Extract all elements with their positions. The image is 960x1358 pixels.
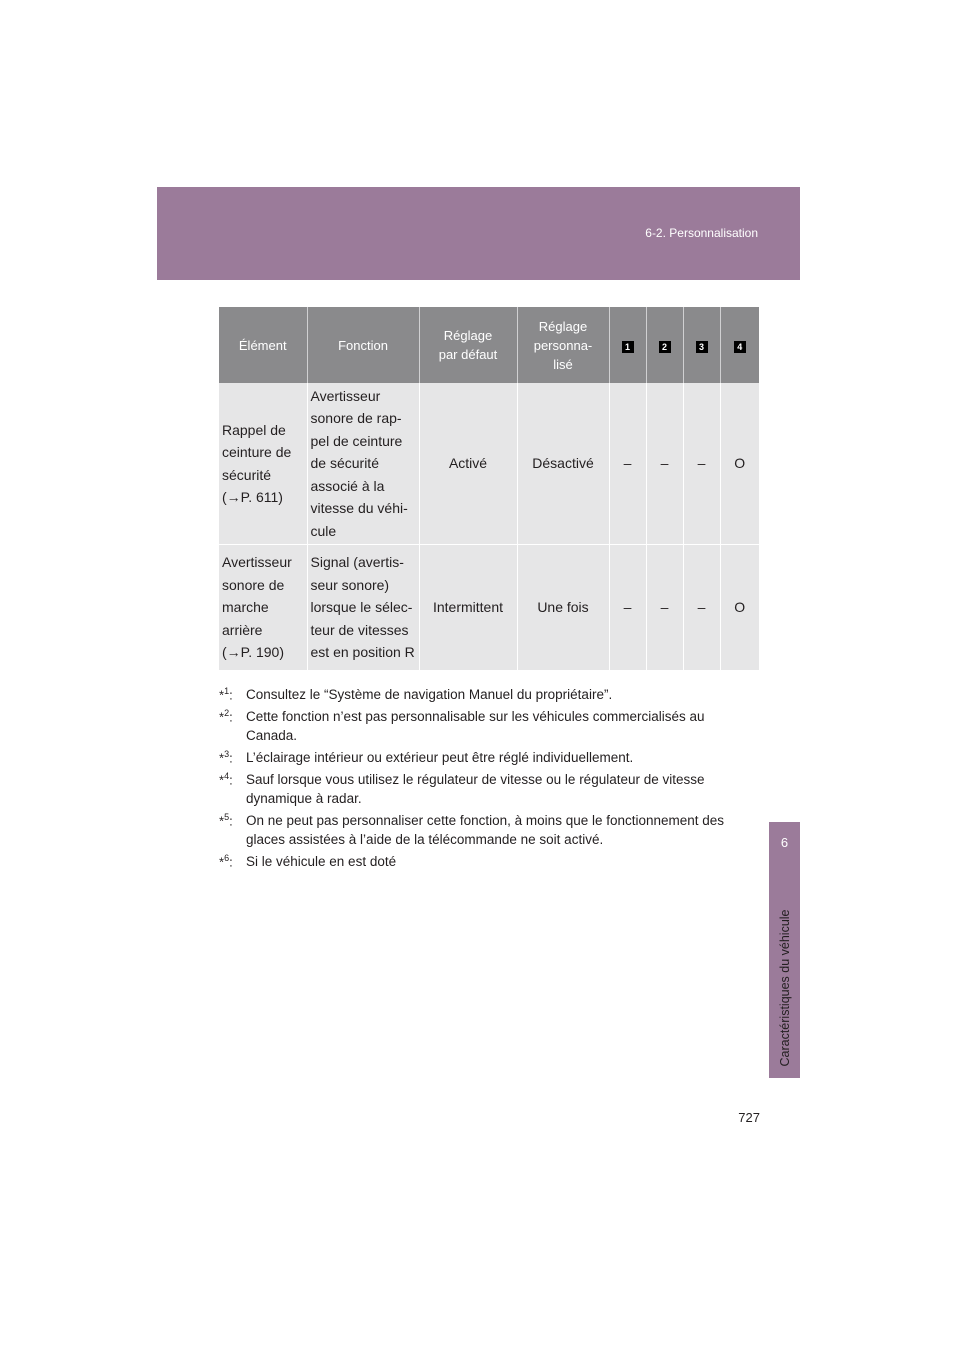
footnote-marker: *$^6$: <box>219 853 233 870</box>
footnote-text: Cette fonction n’est pas personnalisable sur les véhicules commercialisés au Canada. <box>246 709 705 743</box>
footnote-text: Sauf lorsque vous utilisez le régulateur de vitesse ou le régulateur de vitesse dynamique à radar. <box>246 772 705 806</box>
table-row <box>219 383 759 545</box>
header-perso-line: Réglage <box>538 318 588 334</box>
footnote-text: On ne peut pas personnaliser cette fonction, à moins que le fonctionnement des glaces assistées à l’aide de la télécommande ne soit activé. <box>246 813 725 847</box>
footnote <box>219 685 759 704</box>
col-number-badge: 4 <box>734 341 746 353</box>
cell-line: (→P. 190) <box>222 644 284 661</box>
footnote-number: 3 <box>224 749 230 759</box>
chapter-label-text: Caractéristiques du véhicule <box>777 909 792 1067</box>
cell-col-2: – <box>646 545 683 671</box>
cell-defaut: Activé <box>419 383 517 545</box>
section-title: 6-2. Personnalisation <box>645 226 758 240</box>
cell-line: cule <box>310 522 337 539</box>
cell-col-2: – <box>646 383 683 545</box>
header-personnalise <box>517 307 609 383</box>
footnote-marker: *$^5$: <box>219 812 233 829</box>
footnote <box>219 852 759 871</box>
footnote-text: Consultez le “Système de navigation Manuel du propriétaire”. <box>246 687 613 702</box>
col-number-badge: 3 <box>696 341 708 353</box>
cell-line: Signal (avertis- <box>310 554 404 571</box>
cell-line: Rappel de <box>222 421 286 438</box>
cell-col-4: O <box>720 545 759 671</box>
header-col-3 <box>683 307 720 383</box>
cell-line: de sécurité <box>310 455 379 472</box>
footnotes <box>219 685 759 874</box>
cell-line: (→P. 611) <box>222 489 283 505</box>
header-perso-line: lisé <box>553 356 573 372</box>
cell-line: pel de ceinture <box>310 432 403 449</box>
footnote <box>219 770 759 808</box>
cell-col-1: – <box>609 383 646 545</box>
header-element: Élément <box>219 307 307 383</box>
footnote-text: Si le véhicule en est doté <box>246 854 397 869</box>
footnote <box>219 707 759 745</box>
cell-line: arrière <box>222 621 263 638</box>
table-header-row <box>219 307 759 383</box>
cell-line: Avertisseur <box>310 387 381 404</box>
table-row <box>219 545 759 671</box>
footnote-number: 4 <box>224 771 230 781</box>
col-number-badge: 2 <box>659 341 671 353</box>
chapter-label <box>769 893 800 1083</box>
cell-defaut: Intermittent <box>419 545 517 671</box>
cell-element <box>219 383 307 545</box>
footnote-text: L’éclairage intérieur ou extérieur peut être réglé individuellement. <box>246 750 634 765</box>
footnote-marker: *$^1$: <box>219 686 233 703</box>
cell-line: vitesse du véhi- <box>310 500 408 517</box>
chapter-number: 6 <box>780 835 789 850</box>
footnote <box>219 811 759 849</box>
header-defaut <box>419 307 517 383</box>
cell-line: teur de vitesses <box>310 621 409 638</box>
cell-line: sonore de rap- <box>310 410 402 427</box>
cell-col-3: – <box>683 545 720 671</box>
header-col-1 <box>609 307 646 383</box>
header-defaut-line: par défaut <box>438 347 498 362</box>
page-number: 727 <box>738 1110 760 1125</box>
footnote-marker: *$^4$: <box>219 771 233 788</box>
footnote <box>219 748 759 767</box>
cell-fonction <box>307 545 419 671</box>
footnote-number: 2 <box>224 708 230 718</box>
cell-fonction <box>307 383 419 545</box>
cell-line: ceinture de <box>222 444 292 460</box>
footnote-number: 5 <box>224 812 230 822</box>
cell-line: est en position R <box>310 644 415 661</box>
customization-table <box>219 307 759 671</box>
cell-col-1: – <box>609 545 646 671</box>
cell-perso: Une fois <box>517 545 609 671</box>
cell-line: sécurité <box>222 466 272 483</box>
header-col-4 <box>720 307 759 383</box>
cell-element <box>219 545 307 671</box>
header-fonction: Fonction <box>307 307 419 383</box>
header-perso-line: personna- <box>533 337 593 353</box>
cell-line: seur sonore) <box>310 576 390 593</box>
footnote-number: 1 <box>224 686 230 696</box>
cell-perso: Désactivé <box>517 383 609 545</box>
cell-col-3: – <box>683 383 720 545</box>
cell-line: lorsque le sélec- <box>310 599 413 616</box>
cell-line: sonore de <box>222 576 285 593</box>
footnote-number: 6 <box>224 853 230 863</box>
cell-line: marche <box>222 599 269 616</box>
header-defaut-line: Réglage <box>443 328 493 343</box>
footnote-marker: *$^2$: <box>219 708 233 725</box>
header-col-2 <box>646 307 683 383</box>
cell-col-4: O <box>720 383 759 545</box>
footnote-marker: *$^3$: <box>219 749 233 766</box>
cell-line: associé à la <box>310 477 385 494</box>
cell-line: Avertisseur <box>222 554 292 571</box>
col-number-badge: 1 <box>622 341 634 353</box>
header-band <box>157 187 800 280</box>
